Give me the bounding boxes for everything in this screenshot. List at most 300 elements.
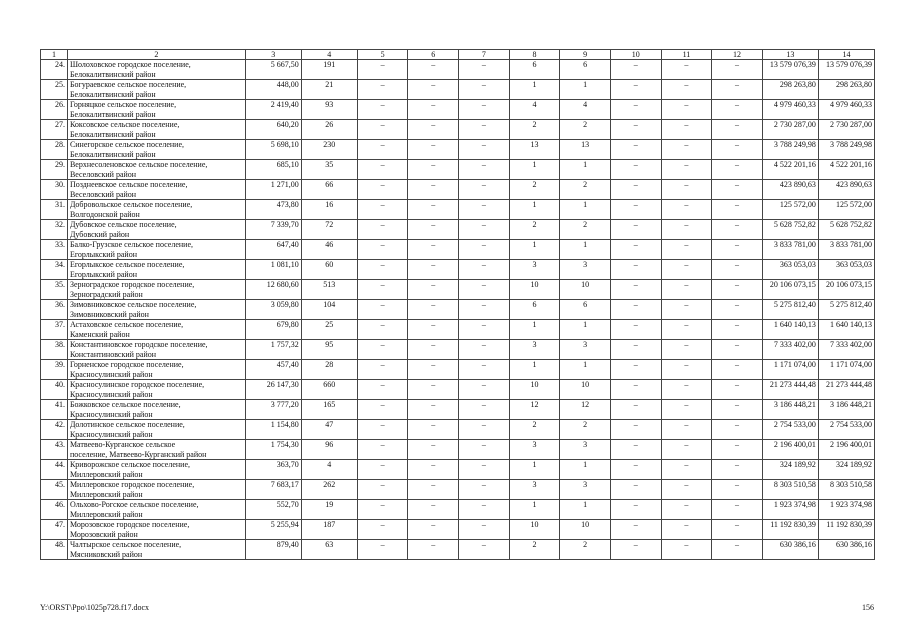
value-cell-c11: – xyxy=(661,380,712,400)
value-cell-c10: – xyxy=(610,420,661,440)
settlement-name-cell xyxy=(67,520,245,540)
value-cell-c3: 647,40 xyxy=(245,240,301,260)
value-cell-c7: – xyxy=(459,280,510,300)
settlement-name-cell xyxy=(67,300,245,320)
settlement-name-line: Зимовниковский район xyxy=(69,309,149,319)
settlement-name-cell xyxy=(67,220,245,240)
value-cell-c11: – xyxy=(661,240,712,260)
table-row xyxy=(41,200,875,220)
value-cell-c6: – xyxy=(408,100,459,120)
value-cell-c7: – xyxy=(459,340,510,360)
value-cell-c4: 63 xyxy=(301,540,357,560)
value-cell-c12: – xyxy=(712,160,763,180)
value-cell-c6: – xyxy=(408,300,459,320)
value-cell-c13: 5 628 752,82 xyxy=(762,220,818,240)
value-cell-c5: – xyxy=(357,180,408,200)
row-number-cell: 27. xyxy=(41,120,68,140)
value-cell-c13: 423 890,63 xyxy=(762,180,818,200)
value-cell-c5: – xyxy=(357,200,408,220)
value-cell-c5: – xyxy=(357,420,408,440)
value-cell-c11: – xyxy=(661,140,712,160)
value-cell-c7: – xyxy=(459,60,510,80)
value-cell-c11: – xyxy=(661,420,712,440)
table-row xyxy=(41,260,875,280)
value-cell-c13: 1 640 140,13 xyxy=(762,320,818,340)
value-cell-c14: 1 640 140,13 xyxy=(818,320,874,340)
table-row xyxy=(41,240,875,260)
settlement-name-line: Матвеево-Курганское сельское xyxy=(69,440,176,449)
value-cell-c4: 96 xyxy=(301,440,357,460)
value-cell-c8: 1 xyxy=(509,240,560,260)
value-cell-c3: 1 271,00 xyxy=(245,180,301,200)
value-cell-c13: 5 275 812,40 xyxy=(762,300,818,320)
row-number-cell: 39. xyxy=(41,360,68,380)
value-cell-c6: – xyxy=(408,540,459,560)
settlement-name-line: Веселовский район xyxy=(69,169,137,179)
value-cell-c3: 679,80 xyxy=(245,320,301,340)
value-cell-c9: 10 xyxy=(560,280,611,300)
value-cell-c6: – xyxy=(408,360,459,380)
column-header: 2 xyxy=(67,50,245,60)
column-header: 6 xyxy=(408,50,459,60)
value-cell-c5: – xyxy=(357,540,408,560)
settlement-name-line: Шолоховское городское поселение, xyxy=(69,60,191,69)
table-row xyxy=(41,80,875,100)
value-cell-c10: – xyxy=(610,180,661,200)
value-cell-c8: 4 xyxy=(509,100,560,120)
value-cell-c3: 1 754,30 xyxy=(245,440,301,460)
value-cell-c7: – xyxy=(459,120,510,140)
settlement-name-cell xyxy=(67,320,245,340)
value-cell-c10: – xyxy=(610,500,661,520)
value-cell-c3: 1 081,10 xyxy=(245,260,301,280)
settlement-name-line: Белокалитвинский район xyxy=(69,109,156,119)
value-cell-c6: – xyxy=(408,340,459,360)
value-cell-c11: – xyxy=(661,120,712,140)
value-cell-c14: 3 186 448,21 xyxy=(818,400,874,420)
settlement-name-line: Волгодонской район xyxy=(69,209,140,219)
value-cell-c10: – xyxy=(610,520,661,540)
value-cell-c3: 3 777,20 xyxy=(245,400,301,420)
value-cell-c6: – xyxy=(408,380,459,400)
value-cell-c9: 4 xyxy=(560,100,611,120)
value-cell-c9: 3 xyxy=(560,480,611,500)
value-cell-c13: 4 979 460,33 xyxy=(762,100,818,120)
value-cell-c9: 2 xyxy=(560,420,611,440)
value-cell-c10: – xyxy=(610,60,661,80)
value-cell-c5: – xyxy=(357,140,408,160)
page-number: 156 xyxy=(862,603,874,612)
column-header: 13 xyxy=(762,50,818,60)
value-cell-c11: – xyxy=(661,260,712,280)
value-cell-c12: – xyxy=(712,180,763,200)
value-cell-c10: – xyxy=(610,280,661,300)
row-number-cell: 32. xyxy=(41,220,68,240)
value-cell-c5: – xyxy=(357,440,408,460)
value-cell-c10: – xyxy=(610,240,661,260)
value-cell-c12: – xyxy=(712,340,763,360)
value-cell-c9: 2 xyxy=(560,540,611,560)
value-cell-c7: – xyxy=(459,460,510,480)
value-cell-c3: 26 147,30 xyxy=(245,380,301,400)
value-cell-c5: – xyxy=(357,280,408,300)
value-cell-c4: 513 xyxy=(301,280,357,300)
value-cell-c13: 2 196 400,01 xyxy=(762,440,818,460)
column-header: 3 xyxy=(245,50,301,60)
row-number-cell: 33. xyxy=(41,240,68,260)
value-cell-c10: – xyxy=(610,220,661,240)
value-cell-c6: – xyxy=(408,200,459,220)
table-row xyxy=(41,520,875,540)
value-cell-c6: – xyxy=(408,280,459,300)
value-cell-c14: 3 788 249,98 xyxy=(818,140,874,160)
value-cell-c10: – xyxy=(610,440,661,460)
value-cell-c8: 10 xyxy=(509,520,560,540)
value-cell-c5: – xyxy=(357,460,408,480)
value-cell-c4: 262 xyxy=(301,480,357,500)
value-cell-c11: – xyxy=(661,160,712,180)
settlement-name-line: Горненское городское поселение, xyxy=(69,360,184,369)
value-cell-c12: – xyxy=(712,420,763,440)
value-cell-c6: – xyxy=(408,220,459,240)
column-header: 12 xyxy=(712,50,763,60)
value-cell-c13: 1 171 074,00 xyxy=(762,360,818,380)
value-cell-c9: 1 xyxy=(560,240,611,260)
value-cell-c12: – xyxy=(712,480,763,500)
value-cell-c8: 1 xyxy=(509,360,560,380)
value-cell-c9: 10 xyxy=(560,520,611,540)
value-cell-c3: 5 698,10 xyxy=(245,140,301,160)
value-cell-c10: – xyxy=(610,340,661,360)
value-cell-c7: – xyxy=(459,380,510,400)
settlement-name-line: Белокалитвинский район xyxy=(69,89,156,99)
value-cell-c3: 363,70 xyxy=(245,460,301,480)
settlement-name-cell xyxy=(67,60,245,80)
value-cell-c10: – xyxy=(610,160,661,180)
settlement-name-line: Егорлыкское сельское поселение, xyxy=(69,260,185,269)
value-cell-c7: – xyxy=(459,160,510,180)
value-cell-c5: – xyxy=(357,360,408,380)
value-cell-c7: – xyxy=(459,360,510,380)
row-number-cell: 37. xyxy=(41,320,68,340)
value-cell-c9: 2 xyxy=(560,220,611,240)
value-cell-c7: – xyxy=(459,300,510,320)
value-cell-c8: 3 xyxy=(509,340,560,360)
value-cell-c4: 60 xyxy=(301,260,357,280)
table-row xyxy=(41,360,875,380)
settlement-name-line: Дубовский район xyxy=(69,229,130,239)
settlement-name-line: поселение, Матвеево-Курганский район xyxy=(69,449,207,459)
value-cell-c10: – xyxy=(610,480,661,500)
settlement-name-line: Морозовский район xyxy=(69,529,138,539)
value-cell-c12: – xyxy=(712,540,763,560)
settlement-name-line: Балко-Грузское сельское поселение, xyxy=(69,240,193,249)
settlement-name-line: Миллеровское городское поселение, xyxy=(69,480,195,489)
value-cell-c11: – xyxy=(661,440,712,460)
value-cell-c4: 93 xyxy=(301,100,357,120)
settlement-name-line: Позднеевское сельское поселение, xyxy=(69,180,188,189)
value-cell-c3: 448,00 xyxy=(245,80,301,100)
header-row xyxy=(41,50,875,60)
value-cell-c13: 125 572,00 xyxy=(762,200,818,220)
settlement-name-line: Добровольское сельское поселение, xyxy=(69,200,193,209)
row-number-cell: 40. xyxy=(41,380,68,400)
value-cell-c11: – xyxy=(661,300,712,320)
value-cell-c11: – xyxy=(661,200,712,220)
table-row xyxy=(41,180,875,200)
settlement-name-line: Веселовский район xyxy=(69,189,137,199)
value-cell-c13: 3 788 249,98 xyxy=(762,140,818,160)
row-number-cell: 28. xyxy=(41,140,68,160)
settlement-name-line: Константиновское городское поселение, xyxy=(69,340,208,349)
value-cell-c5: – xyxy=(357,340,408,360)
value-cell-c13: 8 303 510,58 xyxy=(762,480,818,500)
value-cell-c10: – xyxy=(610,300,661,320)
column-header: 9 xyxy=(560,50,611,60)
row-number-cell: 25. xyxy=(41,80,68,100)
value-cell-c9: 1 xyxy=(560,360,611,380)
value-cell-c11: – xyxy=(661,340,712,360)
settlement-name-line: Красносулинский район xyxy=(69,409,153,419)
value-cell-c4: 72 xyxy=(301,220,357,240)
value-cell-c7: – xyxy=(459,240,510,260)
settlement-name-line: Белокалитвинский район xyxy=(69,69,156,79)
value-cell-c5: – xyxy=(357,380,408,400)
value-cell-c10: – xyxy=(610,140,661,160)
value-cell-c11: – xyxy=(661,220,712,240)
value-cell-c12: – xyxy=(712,320,763,340)
value-cell-c6: – xyxy=(408,260,459,280)
value-cell-c4: 47 xyxy=(301,420,357,440)
value-cell-c7: – xyxy=(459,440,510,460)
column-header: 14 xyxy=(818,50,874,60)
value-cell-c5: – xyxy=(357,260,408,280)
table-row xyxy=(41,460,875,480)
settlement-name-cell xyxy=(67,360,245,380)
settlement-name-cell xyxy=(67,440,245,460)
settlement-name-cell xyxy=(67,540,245,560)
value-cell-c6: – xyxy=(408,240,459,260)
column-header: 5 xyxy=(357,50,408,60)
value-cell-c8: 1 xyxy=(509,320,560,340)
value-cell-c10: – xyxy=(610,400,661,420)
value-cell-c13: 630 386,16 xyxy=(762,540,818,560)
value-cell-c13: 324 189,92 xyxy=(762,460,818,480)
settlement-name-line: Зерноградский район xyxy=(69,289,143,299)
settlement-name-line: Горняцкое сельское поселение, xyxy=(69,100,177,109)
table-row xyxy=(41,140,875,160)
value-cell-c14: 7 333 402,00 xyxy=(818,340,874,360)
value-cell-c12: – xyxy=(712,380,763,400)
value-cell-c10: – xyxy=(610,380,661,400)
value-cell-c14: 21 273 444,48 xyxy=(818,380,874,400)
value-cell-c6: – xyxy=(408,400,459,420)
settlement-name-line: Белокалитвинский район xyxy=(69,129,156,139)
value-cell-c13: 13 579 076,39 xyxy=(762,60,818,80)
value-cell-c14: 13 579 076,39 xyxy=(818,60,874,80)
value-cell-c14: 20 106 073,15 xyxy=(818,280,874,300)
settlement-name-line: Зимовниковское сельское поселение, xyxy=(69,300,197,309)
settlement-name-cell xyxy=(67,140,245,160)
value-cell-c3: 7 683,17 xyxy=(245,480,301,500)
column-header: 10 xyxy=(610,50,661,60)
table-row xyxy=(41,100,875,120)
table-row xyxy=(41,160,875,180)
value-cell-c10: – xyxy=(610,320,661,340)
settlement-name-cell xyxy=(67,480,245,500)
table-row xyxy=(41,300,875,320)
row-number-cell: 34. xyxy=(41,260,68,280)
value-cell-c12: – xyxy=(712,80,763,100)
value-cell-c13: 11 192 830,39 xyxy=(762,520,818,540)
value-cell-c3: 552,70 xyxy=(245,500,301,520)
value-cell-c5: – xyxy=(357,400,408,420)
value-cell-c8: 13 xyxy=(509,140,560,160)
value-cell-c4: 95 xyxy=(301,340,357,360)
value-cell-c8: 2 xyxy=(509,540,560,560)
table-row xyxy=(41,400,875,420)
column-header: 11 xyxy=(661,50,712,60)
settlement-name-cell xyxy=(67,340,245,360)
settlement-name-line: Белокалитвинский район xyxy=(69,149,156,159)
table-row xyxy=(41,440,875,460)
value-cell-c8: 10 xyxy=(509,380,560,400)
value-cell-c8: 1 xyxy=(509,80,560,100)
settlement-name-cell xyxy=(67,180,245,200)
settlement-name-cell xyxy=(67,100,245,120)
row-number-cell: 46. xyxy=(41,500,68,520)
value-cell-c9: 13 xyxy=(560,140,611,160)
value-cell-c7: – xyxy=(459,540,510,560)
settlement-name-line: Красносулинский район xyxy=(69,389,153,399)
settlement-name-cell xyxy=(67,280,245,300)
value-cell-c13: 1 923 374,98 xyxy=(762,500,818,520)
column-header: 4 xyxy=(301,50,357,60)
value-cell-c9: 1 xyxy=(560,320,611,340)
value-cell-c12: – xyxy=(712,360,763,380)
value-cell-c11: – xyxy=(661,180,712,200)
value-cell-c14: 125 572,00 xyxy=(818,200,874,220)
value-cell-c6: – xyxy=(408,140,459,160)
value-cell-c6: – xyxy=(408,60,459,80)
value-cell-c6: – xyxy=(408,320,459,340)
value-cell-c4: 66 xyxy=(301,180,357,200)
value-cell-c3: 457,40 xyxy=(245,360,301,380)
value-cell-c12: – xyxy=(712,280,763,300)
value-cell-c7: – xyxy=(459,200,510,220)
value-cell-c10: – xyxy=(610,360,661,380)
value-cell-c14: 11 192 830,39 xyxy=(818,520,874,540)
value-cell-c14: 298 263,80 xyxy=(818,80,874,100)
settlement-name-line: Верхнесоленовское сельское поселение, xyxy=(69,160,208,169)
value-cell-c12: – xyxy=(712,400,763,420)
value-cell-c12: – xyxy=(712,200,763,220)
value-cell-c12: – xyxy=(712,100,763,120)
value-cell-c8: 10 xyxy=(509,280,560,300)
value-cell-c12: – xyxy=(712,140,763,160)
value-cell-c7: – xyxy=(459,180,510,200)
value-cell-c11: – xyxy=(661,280,712,300)
value-cell-c10: – xyxy=(610,100,661,120)
row-number-cell: 35. xyxy=(41,280,68,300)
value-cell-c8: 3 xyxy=(509,260,560,280)
settlement-name-line: Коксовское сельское поселение, xyxy=(69,120,180,129)
table-row xyxy=(41,120,875,140)
value-cell-c12: – xyxy=(712,520,763,540)
value-cell-c14: 423 890,63 xyxy=(818,180,874,200)
settlement-name-cell xyxy=(67,240,245,260)
value-cell-c3: 879,40 xyxy=(245,540,301,560)
value-cell-c7: – xyxy=(459,480,510,500)
table-row xyxy=(41,500,875,520)
value-cell-c14: 2 196 400,01 xyxy=(818,440,874,460)
value-cell-c5: – xyxy=(357,520,408,540)
value-cell-c9: 1 xyxy=(560,460,611,480)
value-cell-c14: 5 628 752,82 xyxy=(818,220,874,240)
value-cell-c5: – xyxy=(357,300,408,320)
value-cell-c14: 3 833 781,00 xyxy=(818,240,874,260)
value-cell-c8: 2 xyxy=(509,180,560,200)
value-cell-c4: 165 xyxy=(301,400,357,420)
value-cell-c9: 10 xyxy=(560,380,611,400)
settlement-name-line: Божковское сельское поселение, xyxy=(69,400,181,409)
row-number-cell: 41. xyxy=(41,400,68,420)
row-number-cell: 45. xyxy=(41,480,68,500)
value-cell-c3: 473,80 xyxy=(245,200,301,220)
table-row xyxy=(41,280,875,300)
value-cell-c10: – xyxy=(610,120,661,140)
settlement-name-line: Красносулинский район xyxy=(69,429,153,439)
value-cell-c9: 1 xyxy=(560,200,611,220)
value-cell-c3: 5 255,94 xyxy=(245,520,301,540)
value-cell-c8: 12 xyxy=(509,400,560,420)
row-number-cell: 38. xyxy=(41,340,68,360)
value-cell-c9: 2 xyxy=(560,120,611,140)
value-cell-c4: 46 xyxy=(301,240,357,260)
value-cell-c4: 4 xyxy=(301,460,357,480)
value-cell-c6: – xyxy=(408,80,459,100)
value-cell-c13: 20 106 073,15 xyxy=(762,280,818,300)
settlement-name-line: Морозовское городское поселение, xyxy=(69,520,190,529)
value-cell-c9: 3 xyxy=(560,440,611,460)
value-cell-c14: 630 386,16 xyxy=(818,540,874,560)
settlement-name-cell xyxy=(67,120,245,140)
value-cell-c7: – xyxy=(459,320,510,340)
value-cell-c12: – xyxy=(712,240,763,260)
value-cell-c12: – xyxy=(712,460,763,480)
value-cell-c4: 230 xyxy=(301,140,357,160)
value-cell-c14: 5 275 812,40 xyxy=(818,300,874,320)
value-cell-c8: 2 xyxy=(509,420,560,440)
value-cell-c4: 28 xyxy=(301,360,357,380)
settlement-name-cell xyxy=(67,420,245,440)
value-cell-c8: 3 xyxy=(509,480,560,500)
row-number-cell: 31. xyxy=(41,200,68,220)
settlement-name-line: Долотинское сельское поселение, xyxy=(69,420,185,429)
value-cell-c13: 3 186 448,21 xyxy=(762,400,818,420)
value-cell-c10: – xyxy=(610,80,661,100)
settlement-name-line: Миллеровский район xyxy=(69,469,143,479)
value-cell-c3: 5 667,50 xyxy=(245,60,301,80)
settlement-name-line: Синегорское сельское поселение, xyxy=(69,140,185,149)
value-cell-c7: – xyxy=(459,80,510,100)
value-cell-c4: 16 xyxy=(301,200,357,220)
value-cell-c5: – xyxy=(357,80,408,100)
value-cell-c5: – xyxy=(357,60,408,80)
value-cell-c11: – xyxy=(661,320,712,340)
settlement-name-line: Ольхово-Рогское сельское поселение, xyxy=(69,500,199,509)
value-cell-c3: 3 059,80 xyxy=(245,300,301,320)
